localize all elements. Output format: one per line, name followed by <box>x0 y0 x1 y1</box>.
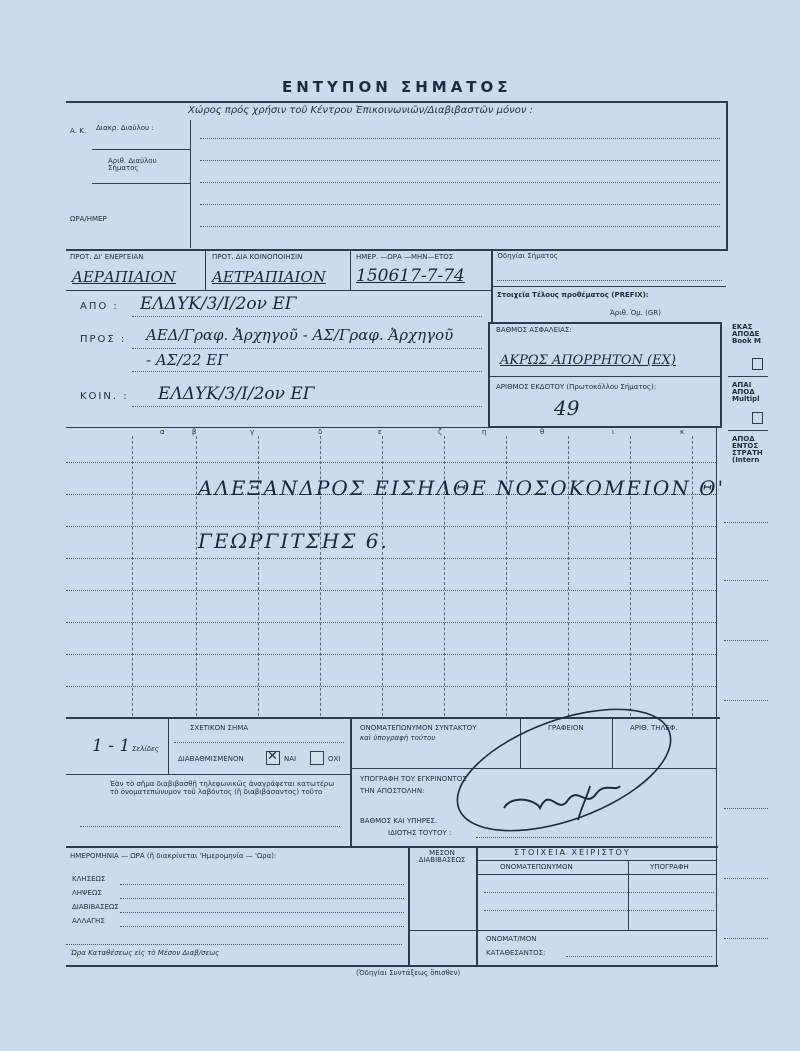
energeian-value: ΑΕΡΑΠΙΑΙΟΝ <box>72 268 176 286</box>
vathmos-label: ΒΑΘΜΟΣ ΑΣΦΑΛΕΙΑΣ: <box>496 326 572 334</box>
ekdotou-label: ΑΡΙΘΜΟΣ ΕΚΔΟΤΟΥ (Πρωτοκόλλου Σήματος): <box>496 383 657 391</box>
idiotis-label: ΙΔΙΟΤΗΣ ΤΟΥΤΟΥ : <box>388 829 452 837</box>
pages-label: Σελίδες <box>132 745 159 753</box>
hmeromhnia-label: ΗΜΕΡΟΜΗΝΙΑ — ΩΡΑ (ἢ διακρίνεται 'Ημερομηνία — 'Ωρα): <box>70 852 277 860</box>
ypografi-col-label: ΥΠΟΓΡΑΦΗ <box>650 863 689 871</box>
nai-label: ΝΑΙ <box>284 755 297 763</box>
arith-om-label: Ἀριθ. Ὁμ. (GR) <box>610 309 661 317</box>
katathesi-label: Ὥρα Καταθέσεως εἰς τὸ Μέσον Διαβ/σεως <box>70 949 220 957</box>
related-label: ΣΧΕΤΙΚΟΝ ΣΗΜΑ <box>190 724 249 732</box>
pages-value: 1 - 1 <box>92 736 131 756</box>
wra-hmer-label: ΩΡΑ/ΗΜΕΡ <box>70 215 107 223</box>
message-line-1: ΑΛΕΞΑΝΔΡΟΣ ΕΙΣΗΛΘΕ ΝΟΣΟΚΟΜΕΙΟΝ Θ' <box>198 476 726 500</box>
grid-letter-b: β <box>192 428 197 436</box>
grid-letter-d: δ <box>318 428 323 436</box>
grid-letter-g: γ <box>250 428 255 436</box>
stoixeia-label: ΣΤΟΙΧΕΙΑ ΧΕΙΡΙΣΤΟΥ <box>514 848 631 857</box>
pros-value-2: - ΑΣ/22 ΕΓ <box>146 351 228 369</box>
grid-letter-z: ζ <box>438 428 442 436</box>
grid-letter-th: θ <box>540 428 545 436</box>
oxi-checkbox[interactable] <box>310 751 324 765</box>
row-label-2: ΛΗΨΕΩΣ <box>72 889 102 897</box>
pros-value-1: ΑΕΔ/Γραφ. Ἀρχηγοῦ - ΑΣ/Γραφ. Ἀρχηγοῦ <box>146 326 454 344</box>
grid-letter-e: ε <box>378 428 382 436</box>
row-label-1: ΚΛΗΣΕΩΣ <box>72 875 106 883</box>
row-label-3: ΔΙΑΒΙΒΑΣΕΩΣ <box>72 903 119 911</box>
apo-label: ΑΠΟ : <box>80 301 119 312</box>
side-label-3: ΑΠΟΔ ΕΝΤΟΣ ΣΤΡΑΤΗ (Intern <box>732 435 763 464</box>
side-label-1: ΕΚΑΣ ΑΠΟΔΕ Book M <box>732 323 762 345</box>
grafeion-label: ΓΡΑΦΕΙΟΝ <box>548 724 584 732</box>
apostolin-label: ΤΗΝ ΑΠΟΣΤΟΛΗΝ: <box>360 787 425 795</box>
diav-label: Διακρ. Διαύλου : <box>96 124 154 132</box>
ekrinontos-label: ΥΠΟΓΡΑΦΗ ΤΟΥ ΕΓΚΡΙΝΟΝΤΟΣ <box>360 775 467 783</box>
message-line-2: ΓΕΩΡΓΙΤΣΗΣ 6. <box>198 529 389 553</box>
energeian-label: ΠΡΟΤ. ΔΙ' ΕΝΕΡΓΕΙΑΝ <box>70 253 144 261</box>
nai-check-mark: ✕ <box>267 749 278 764</box>
ak-label: Α. Κ. <box>70 127 87 135</box>
datetime-value: 150617-7-74 <box>356 266 465 286</box>
center-use-label: Χώρος πρός χρήσιν τοῦ Κέντρου Ἐπικοινωνιῶν/Διαβιβαστῶν μόνον : <box>188 105 534 116</box>
grid-letter-k: κ <box>680 428 685 436</box>
grid-letter-i: ι <box>612 428 615 436</box>
vathmos-value: ΑΚΡΩΣ ΑΠΟΡΡΗΤΟΝ (ΕΧ) <box>500 353 676 368</box>
prefix-label: Στοιχεῖα Τέλους προθέματος (PREFIX): <box>497 291 649 299</box>
koin-value: ΕΛΔΥΚ/3/Ι/2ον ΕΓ <box>158 384 315 404</box>
diavathm-label: ΔΙΑΒΑΘΜΙΣΜΕΝΟΝ <box>178 755 244 763</box>
form-title: ΕΝΤΥΠΟΝ ΣΗΜΑΤΟΣ <box>282 78 512 96</box>
footer-note: (Ὁδηγίαι Συντάξεως ὄπισθεν) <box>356 969 461 977</box>
koinop-value: ΑΕΤΡΑΠΙΑΙΟΝ <box>212 268 326 286</box>
odigiai-label: Ὁδηγίαι Σήματος <box>497 252 558 260</box>
top-border <box>66 101 726 103</box>
onomat-mon-label: ΟΝΟΜΑΤ/ΜΟΝ <box>486 935 537 943</box>
vathmos-ypiresia-label: ΒΑΘΜΟΣ ΚΑΙ ΥΠΗΡΕΣ. <box>360 817 438 825</box>
side-label-2: ΑΠΑΙ ΑΠΟΔ Multipl <box>732 381 760 403</box>
row-label-4: ΑΛΛΑΓΗΣ <box>72 917 105 925</box>
phone-note: Ἐὰν τὸ σῆμα διαβιβασθῇ τηλεφωνικῶς ἀναγράφεται κατωτέρω τὸ ὀνοματεπώνυμον τοῦ λαβόντος (ἢ διαβιβάσαντος) τοῦτο <box>110 780 335 797</box>
katathesantos-label: ΚΑΤΑΘΕΣΑΝΤΟΣ: <box>486 949 546 957</box>
grid-letter-a: α <box>160 428 165 436</box>
arith-diaulou-label: Αριθ. Διαύλου Σήματος <box>108 157 157 172</box>
onomat-col-label: ΟΝΟΜΑΤΕΠΩΝΥΜΟΝ <box>500 863 573 871</box>
koinop-label: ΠΡΟΤ. ΔΙΑ ΚΟΙΝΟΠΟΙΗΣΙΝ <box>212 253 303 261</box>
syntaktou-sub: καὶ ὑπογραφὴ τούτου <box>360 734 436 742</box>
syntaktou-label: ΟΝΟΜΑΤΕΠΩΝΥΜΟΝ ΣΥΝΤΑΚΤΟΥ <box>360 724 477 732</box>
pros-label: ΠΡΟΣ : <box>80 334 127 345</box>
signature-stamp <box>440 690 690 850</box>
datetime-label: ΗΜΕΡ. —ΩΡΑ —ΜΗΝ—ΕΤΟΣ <box>356 253 454 261</box>
koin-label: ΚΟΙΝ. : <box>80 391 129 402</box>
ekdotou-value: 49 <box>554 396 580 420</box>
oxi-label: ΟΧΙ <box>328 755 341 763</box>
grid-letter-h: η <box>482 428 487 436</box>
apo-value: ΕΛΔΥΚ/3/Ι/2ον ΕΓ <box>140 294 297 314</box>
meson-label: ΜΕΣΟΝ ΔΙΑΒΙΒΑΣΕΩΣ <box>418 849 466 864</box>
arith-tilef-label: ΑΡΙΘ. ΤΗΛΕΦ. <box>630 724 678 732</box>
